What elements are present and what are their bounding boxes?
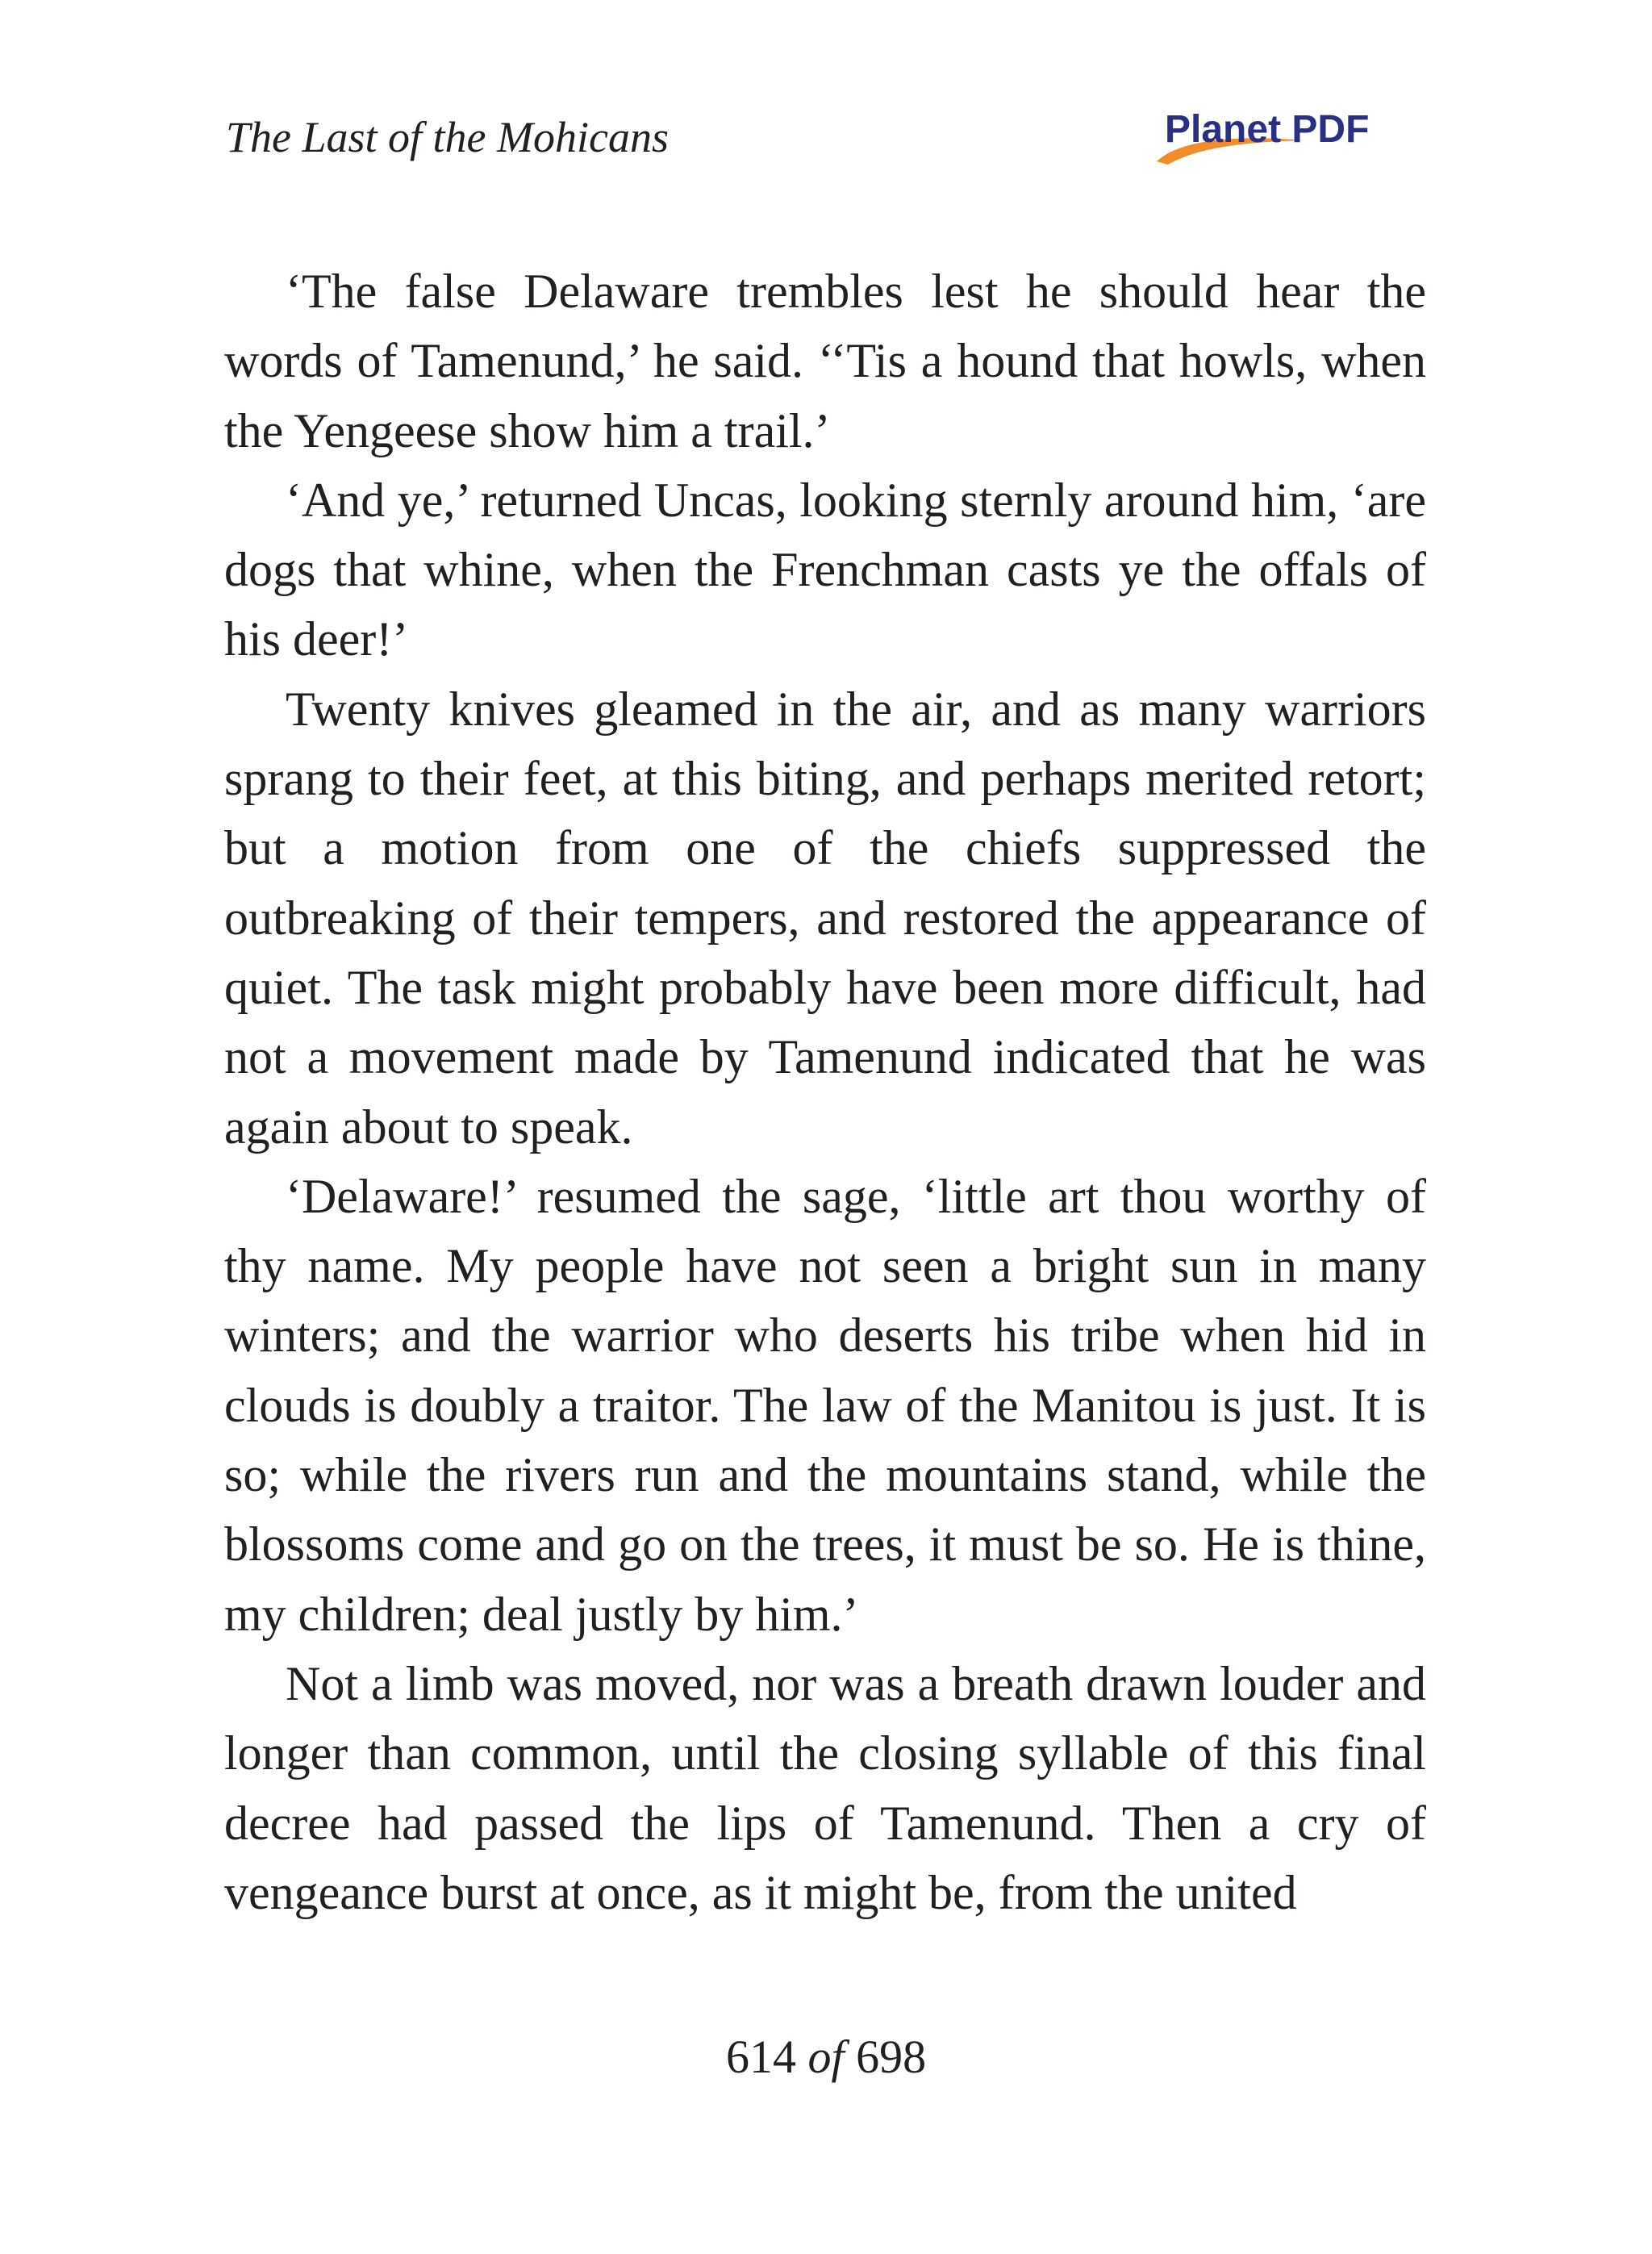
logo-text: Planet PDF xyxy=(1165,108,1370,151)
book-title: The Last of the Mohicans xyxy=(226,113,669,161)
page-header xyxy=(226,105,1428,169)
planet-pdf-logo xyxy=(1150,105,1416,169)
paragraph: Twenty knives gleamed in the air, and as many warriors sprang to their feet, at this biting, and perhaps merited retort; but a motion from one of the chiefs suppressed the outbreaking of their tempers, and restored the appearance of quiet. The task might probably have been more difficult, had not a movement made by Tamenund indicated that he was again about to speak. xyxy=(224,682,1426,1154)
paragraph: ‘Delaware!’ resumed the sage, ‘little art thou worthy of thy name. My people have not seen a bright sun in many winters; and the warrior who deserts his tribe when hid in clouds is doubly a traitor. The law of the Manitou is just. It is so; while the rivers run and the mountains stand, while the blossoms come and go on the trees, it must be so. He is thine, my children; deal justly by him.’ xyxy=(224,1169,1426,1641)
page-current: 614 xyxy=(725,2031,796,2083)
page-total: 698 xyxy=(856,2031,927,2083)
page-of-label: of xyxy=(807,2031,845,2083)
paragraph: ‘And ye,’ returned Uncas, looking sternly around him, ‘are dogs that whine, when the Frenchman casts ye the offals of his deer!’ xyxy=(224,473,1426,666)
body-text xyxy=(224,257,1426,1927)
paragraph: Not a limb was moved, nor was a breath drawn louder and longer than common, until the closing syllable of this final decree had passed the lips of Tamenund. Then a cry of vengeance burst at once, as it might be, from the united xyxy=(224,1656,1426,1919)
paragraph: ‘The false Delaware trembles lest he should hear the words of Tamenund,’ he said. ‘‘Tis a hound that howls, when the Yengeese show him a trail.’ xyxy=(224,265,1426,457)
page-number xyxy=(0,2025,1652,2089)
